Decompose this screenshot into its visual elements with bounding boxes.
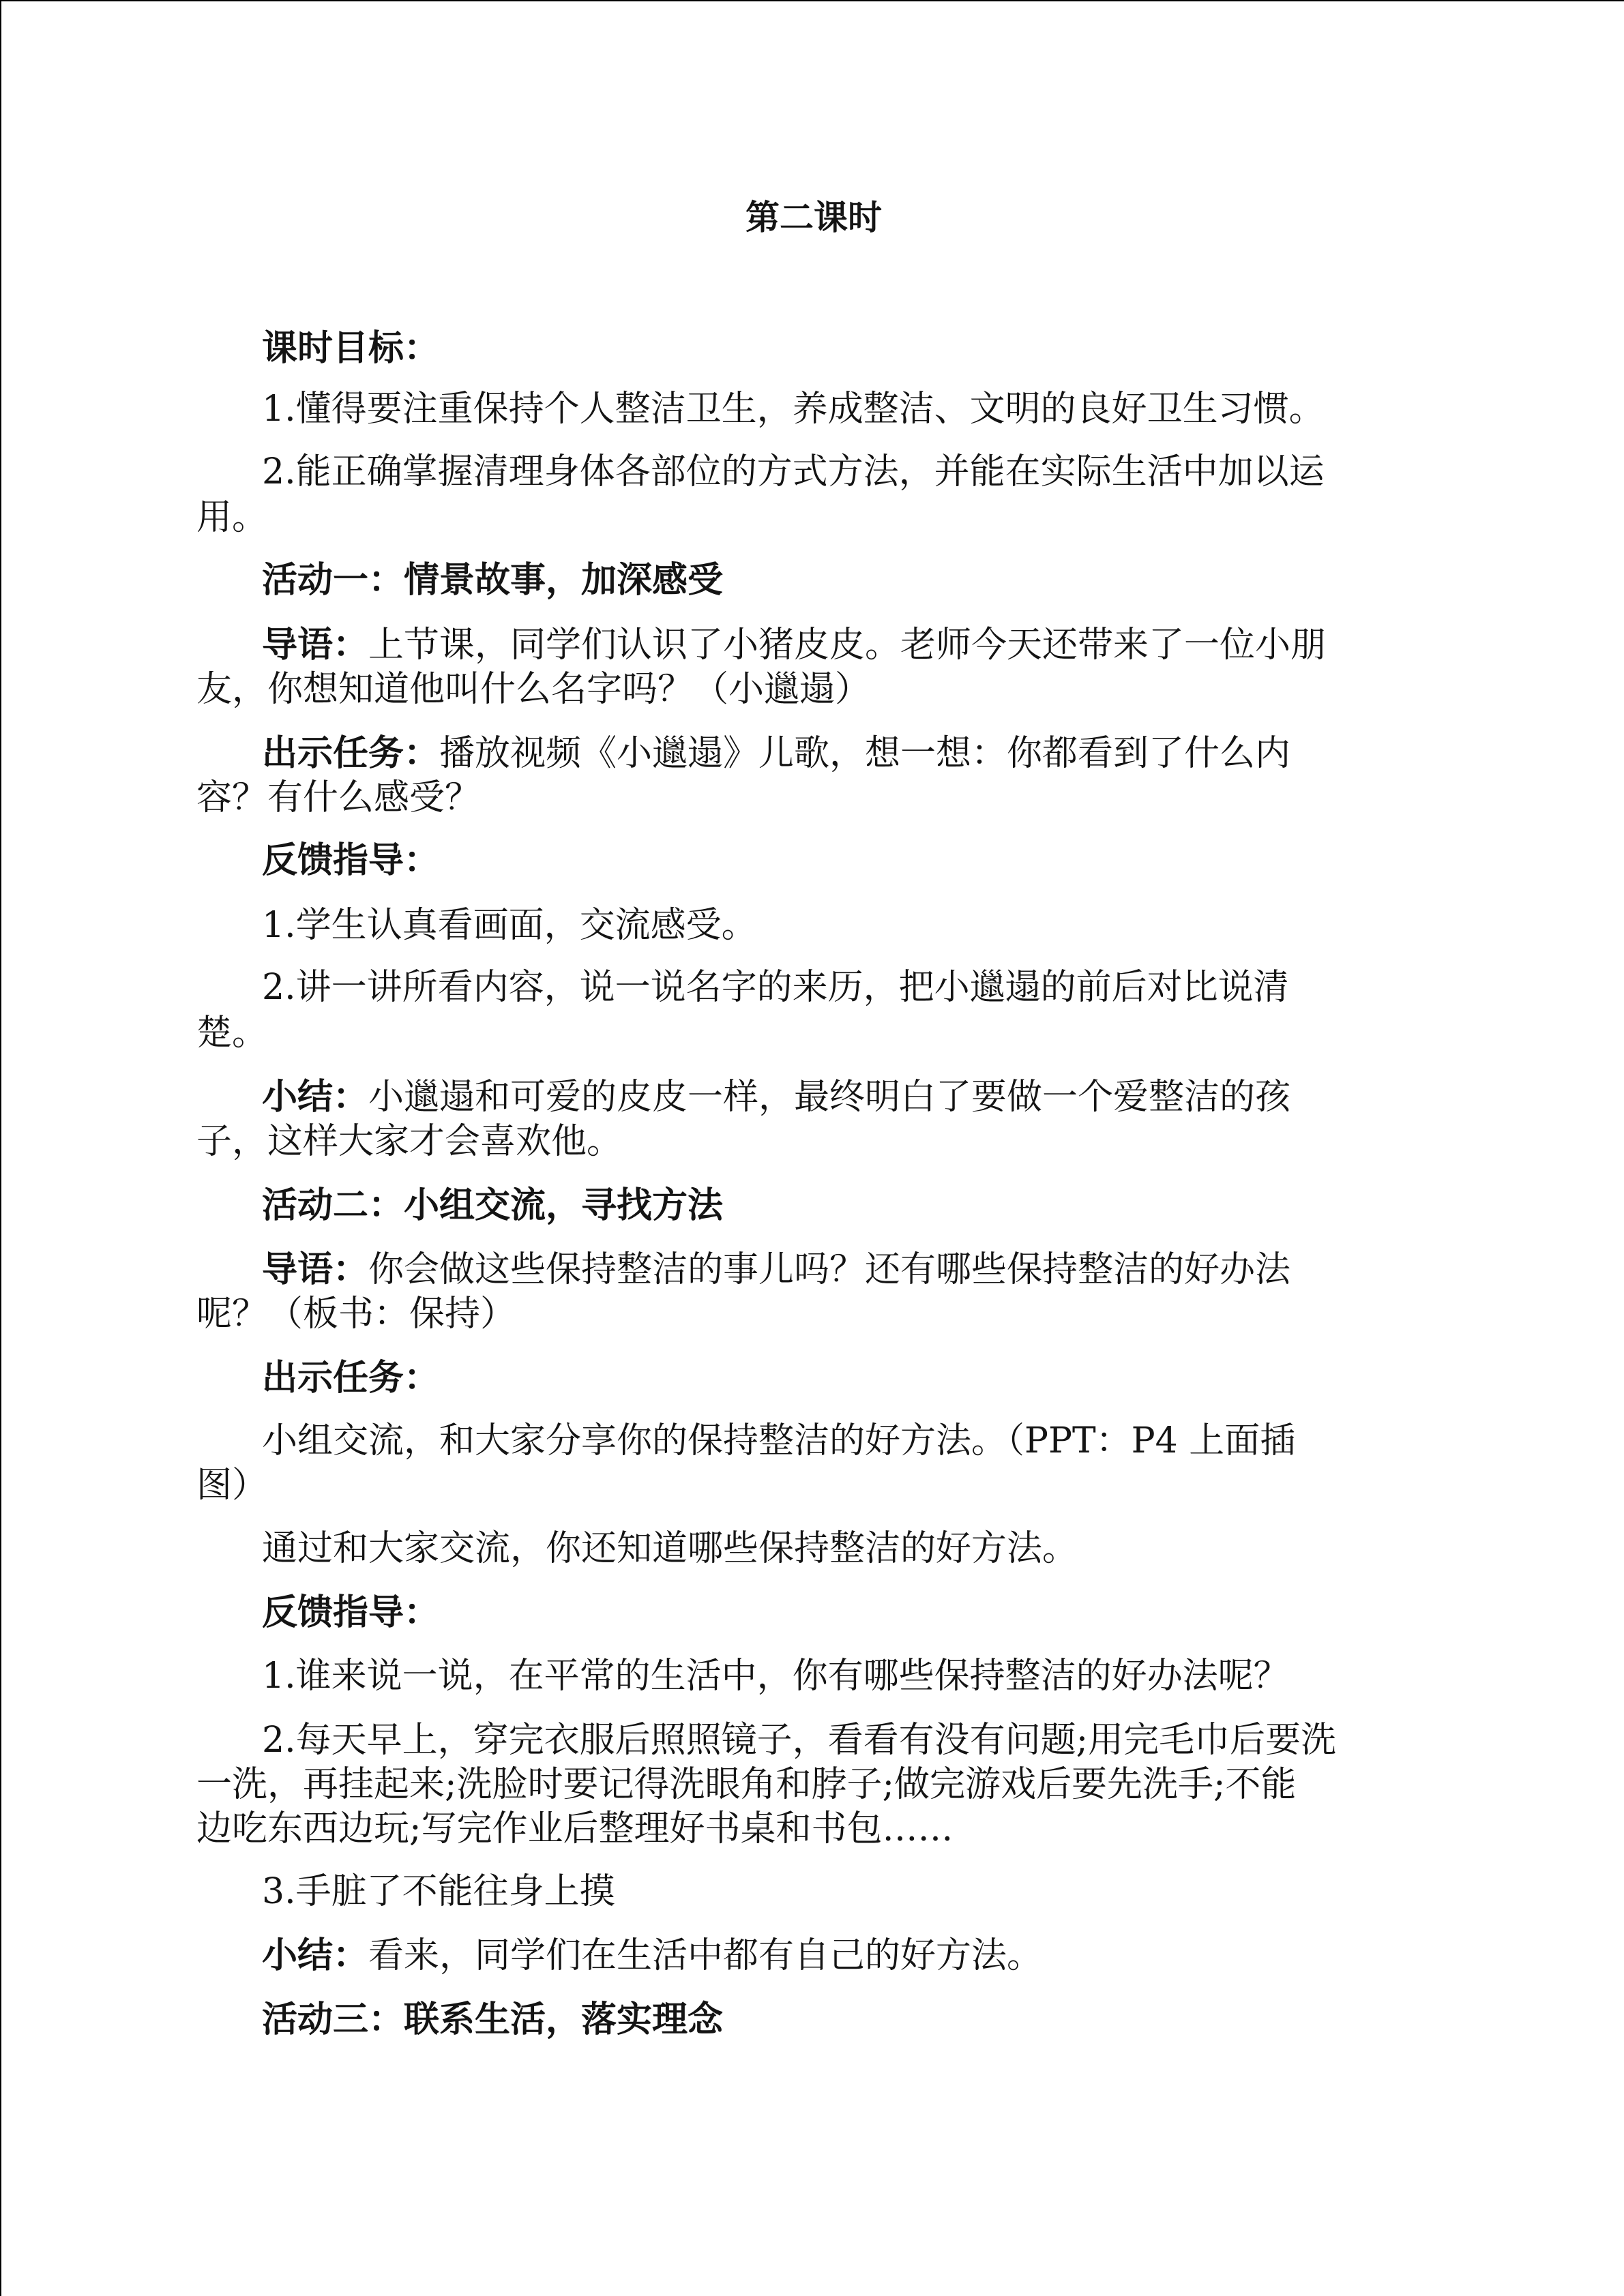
activity-1-intro-line-2: 友，你想知道他叫什么名字吗？（小邋遢） bbox=[196, 669, 871, 710]
intro-text: 上节课，同学们认识了小猪皮皮。老师今天还带来了一位小朋 bbox=[368, 625, 1327, 666]
activity-2-heading: 活动二：小组交流，寻找方法 bbox=[262, 1184, 724, 1226]
activity-1-intro-line-1 bbox=[196, 623, 1496, 668]
objective-item-2-line-2: 用。 bbox=[196, 497, 268, 538]
task-label: 出示任务： bbox=[262, 732, 440, 774]
activity-2-feedback-heading: 反馈指导： bbox=[262, 1592, 440, 1633]
activity-2-feedback-2-line-2: 一洗，再挂起来;洗脸时要记得洗眼角和脖子;做完游戏后要先洗手;不能 bbox=[196, 1764, 1297, 1805]
intro-text: 你会做这些保持整洁的事儿吗？还有哪些保持整洁的好办法 bbox=[368, 1249, 1291, 1290]
activity-2-task-heading: 出示任务： bbox=[262, 1357, 440, 1399]
activity-1-heading: 活动一：情景故事，加深感受 bbox=[262, 559, 724, 601]
activity-1-summary-line-1 bbox=[196, 1075, 1496, 1120]
task-text: 播放视频《小邋遢》儿歌，想一想：你都看到了什么内 bbox=[439, 733, 1291, 774]
objective-item-1: 1.懂得要注重保持个人整洁卫生，养成整洁、文明的良好卫生习惯。 bbox=[262, 389, 1325, 430]
activity-2-task-1-line-2: 图） bbox=[196, 1465, 268, 1506]
activity-1-feedback-1: 1.学生认真看画面，交流感受。 bbox=[262, 905, 757, 946]
activity-1-feedback-2-line-1: 2.讲一讲所看内容，说一说名字的来历，把小邋遢的前后对比说清 bbox=[262, 967, 1289, 1008]
objective-item-2-line-1: 2.能正确掌握清理身体各部位的方式方法，并能在实际生活中加以运 bbox=[262, 451, 1325, 492]
summary-text: 看来，同学们在生活中都有自己的好方法。 bbox=[368, 1935, 1043, 1976]
summary-label: 小结： bbox=[262, 1935, 369, 1976]
activity-2-feedback-3: 3.手脏了不能往身上摸 bbox=[262, 1871, 615, 1912]
intro-label: 导语： bbox=[262, 1249, 369, 1290]
activity-3-heading: 活动三：联系生活，落实理念 bbox=[262, 1999, 724, 2040]
activity-2-feedback-2-line-3: 边吃东西边玩;写完作业后整理好书桌和书包…… bbox=[196, 1808, 954, 1849]
activity-2-feedback-2-line-1: 2.每天早上，穿完衣服后照照镜子，看看有没有问题;用完毛巾后要洗 bbox=[262, 1720, 1337, 1761]
objectives-heading: 课时目标： bbox=[262, 327, 440, 369]
activity-2-intro-line-2: 呢？（板书：保持） bbox=[196, 1294, 516, 1335]
activity-2-intro-line-1 bbox=[196, 1247, 1496, 1292]
activity-1-summary-line-2: 子，这样大家才会喜欢他。 bbox=[196, 1121, 623, 1162]
activity-2-feedback-1: 1.谁来说一说，在平常的生活中，你有哪些保持整洁的好办法呢？ bbox=[262, 1656, 1289, 1697]
activity-1-task-line-1 bbox=[196, 731, 1496, 776]
activity-2-task-1-line-1: 小组交流，和大家分享你的保持整洁的好方法。（PPT：P4 上面插 bbox=[262, 1420, 1296, 1461]
activity-2-task-2: 通过和大家交流，你还知道哪些保持整洁的好方法。 bbox=[262, 1528, 1078, 1569]
activity-1-feedback-2-line-2: 楚。 bbox=[196, 1013, 268, 1054]
summary-label: 小结： bbox=[262, 1076, 369, 1118]
intro-label: 导语： bbox=[262, 624, 369, 666]
activity-1-feedback-heading: 反馈指导： bbox=[262, 839, 440, 881]
summary-text: 小邋遢和可爱的皮皮一样，最终明白了要做一个爱整洁的孩 bbox=[368, 1077, 1291, 1118]
activity-1-task-line-2: 容？有什么感受？ bbox=[196, 777, 481, 818]
activity-2-summary bbox=[196, 1933, 1496, 1978]
page-title: 第二课时 bbox=[745, 197, 882, 237]
